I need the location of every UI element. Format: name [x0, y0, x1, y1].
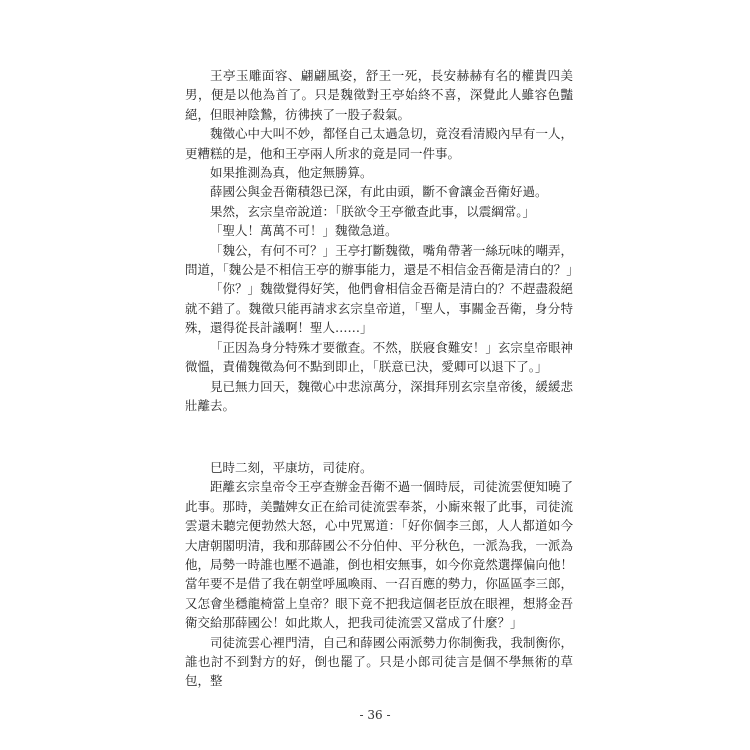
paragraph: 如果推測為真，他定無勝算。	[210, 165, 373, 181]
paragraph: 「魏公，有何不可？」王亭打斷魏徵，嘴角帶著一絲玩味的嘲弄，問道，「魏公是不相信王亭的辦事能力，還是不相信金吾衛是清白的？」	[185, 242, 579, 278]
paragraph: 魏徵心中大叫不妙，都怪自己太過急切，竟沒看清殿內早有一人，更糟糕的是，他和王亭兩人所求的竟是同一件事。	[185, 126, 573, 161]
paragraph: 距離玄宗皇帝令王亭查辦金吾衛不過一個時辰，司徒流雲便知曉了此事。那時，美豔婢女正在給司徒流雲奉茶，小廝來報了此事，司徒流雲還未聽完便勃然大怒，心中咒罵道：「好你個李三郎，人人都道如今大唐朝閣明清，我和那薛國公不分伯仲、平分秋色，一派為我，一派為他，局勢一時誰也壓不過誰，倒也相安無事，如今你竟然選擇偏向他！當年要不是借了我在朝堂呼風喚雨、一召百應的勢力，你區區李三郎，又怎會坐穩龍椅當上皇帝？眼下竟不把我這個老臣放在眼裡，想將金吾衛交給那薛國公！如此欺人，把我司徒流雲又當成了什麼？」	[185, 479, 573, 631]
paragraph: 司徒流雲心裡門清，自己和薛國公兩派勢力你制衡我，我制衡你，誰也討不到對方的好，倒也罷了。只是小郎司徒言是個不學無術的草包，整	[185, 634, 573, 689]
text-section-2	[185, 458, 573, 691]
paragraph: 果然，玄宗皇帝說道：「朕欲令王亭徹查此事，以震綱常。」	[210, 203, 536, 219]
paragraph: 薛國公與金吾衛積怨已深，有此由頭，斷不會讓金吾衛好過。	[210, 184, 548, 200]
paragraph: 「聖人！萬萬不可！」魏徵急道。	[210, 223, 398, 239]
page-number: - 36 -	[359, 708, 391, 722]
paragraph: 見已無力回天，魏徵心中悲涼萬分，深揖拜別玄宗皇帝後，緩緩悲壯離去。	[185, 378, 573, 413]
paragraph: 「正因為身分特殊才要徹查。不然，朕寢食難安！」玄宗皇帝眼神微慍，責備魏徵為何不點到即止，「朕意已決，愛卿可以退下了。」	[185, 339, 573, 375]
paragraph: 「你？」魏徵覺得好笑，他們會相信金吾衛是清白的？不趕盡殺絕就不錯了。魏徵只能再請求玄宗皇帝道，「聖人，事關金吾衛，身分特殊，還得從長計議啊！聖人……」	[185, 281, 573, 336]
paragraph: 巳時二刻，平康坊，司徒府。	[210, 460, 373, 475]
text-section-1	[185, 66, 579, 415]
paragraph: 王亭玉雕面容、翩翩風姿，舒王一死，長安赫赫有名的權貴四美男，便是以他為首了。只是魏徵對王亭始終不喜，深覺此人雖容色豔絕，但眼神陰鷙，彷彿挾了一股子殺氣。	[185, 68, 573, 122]
